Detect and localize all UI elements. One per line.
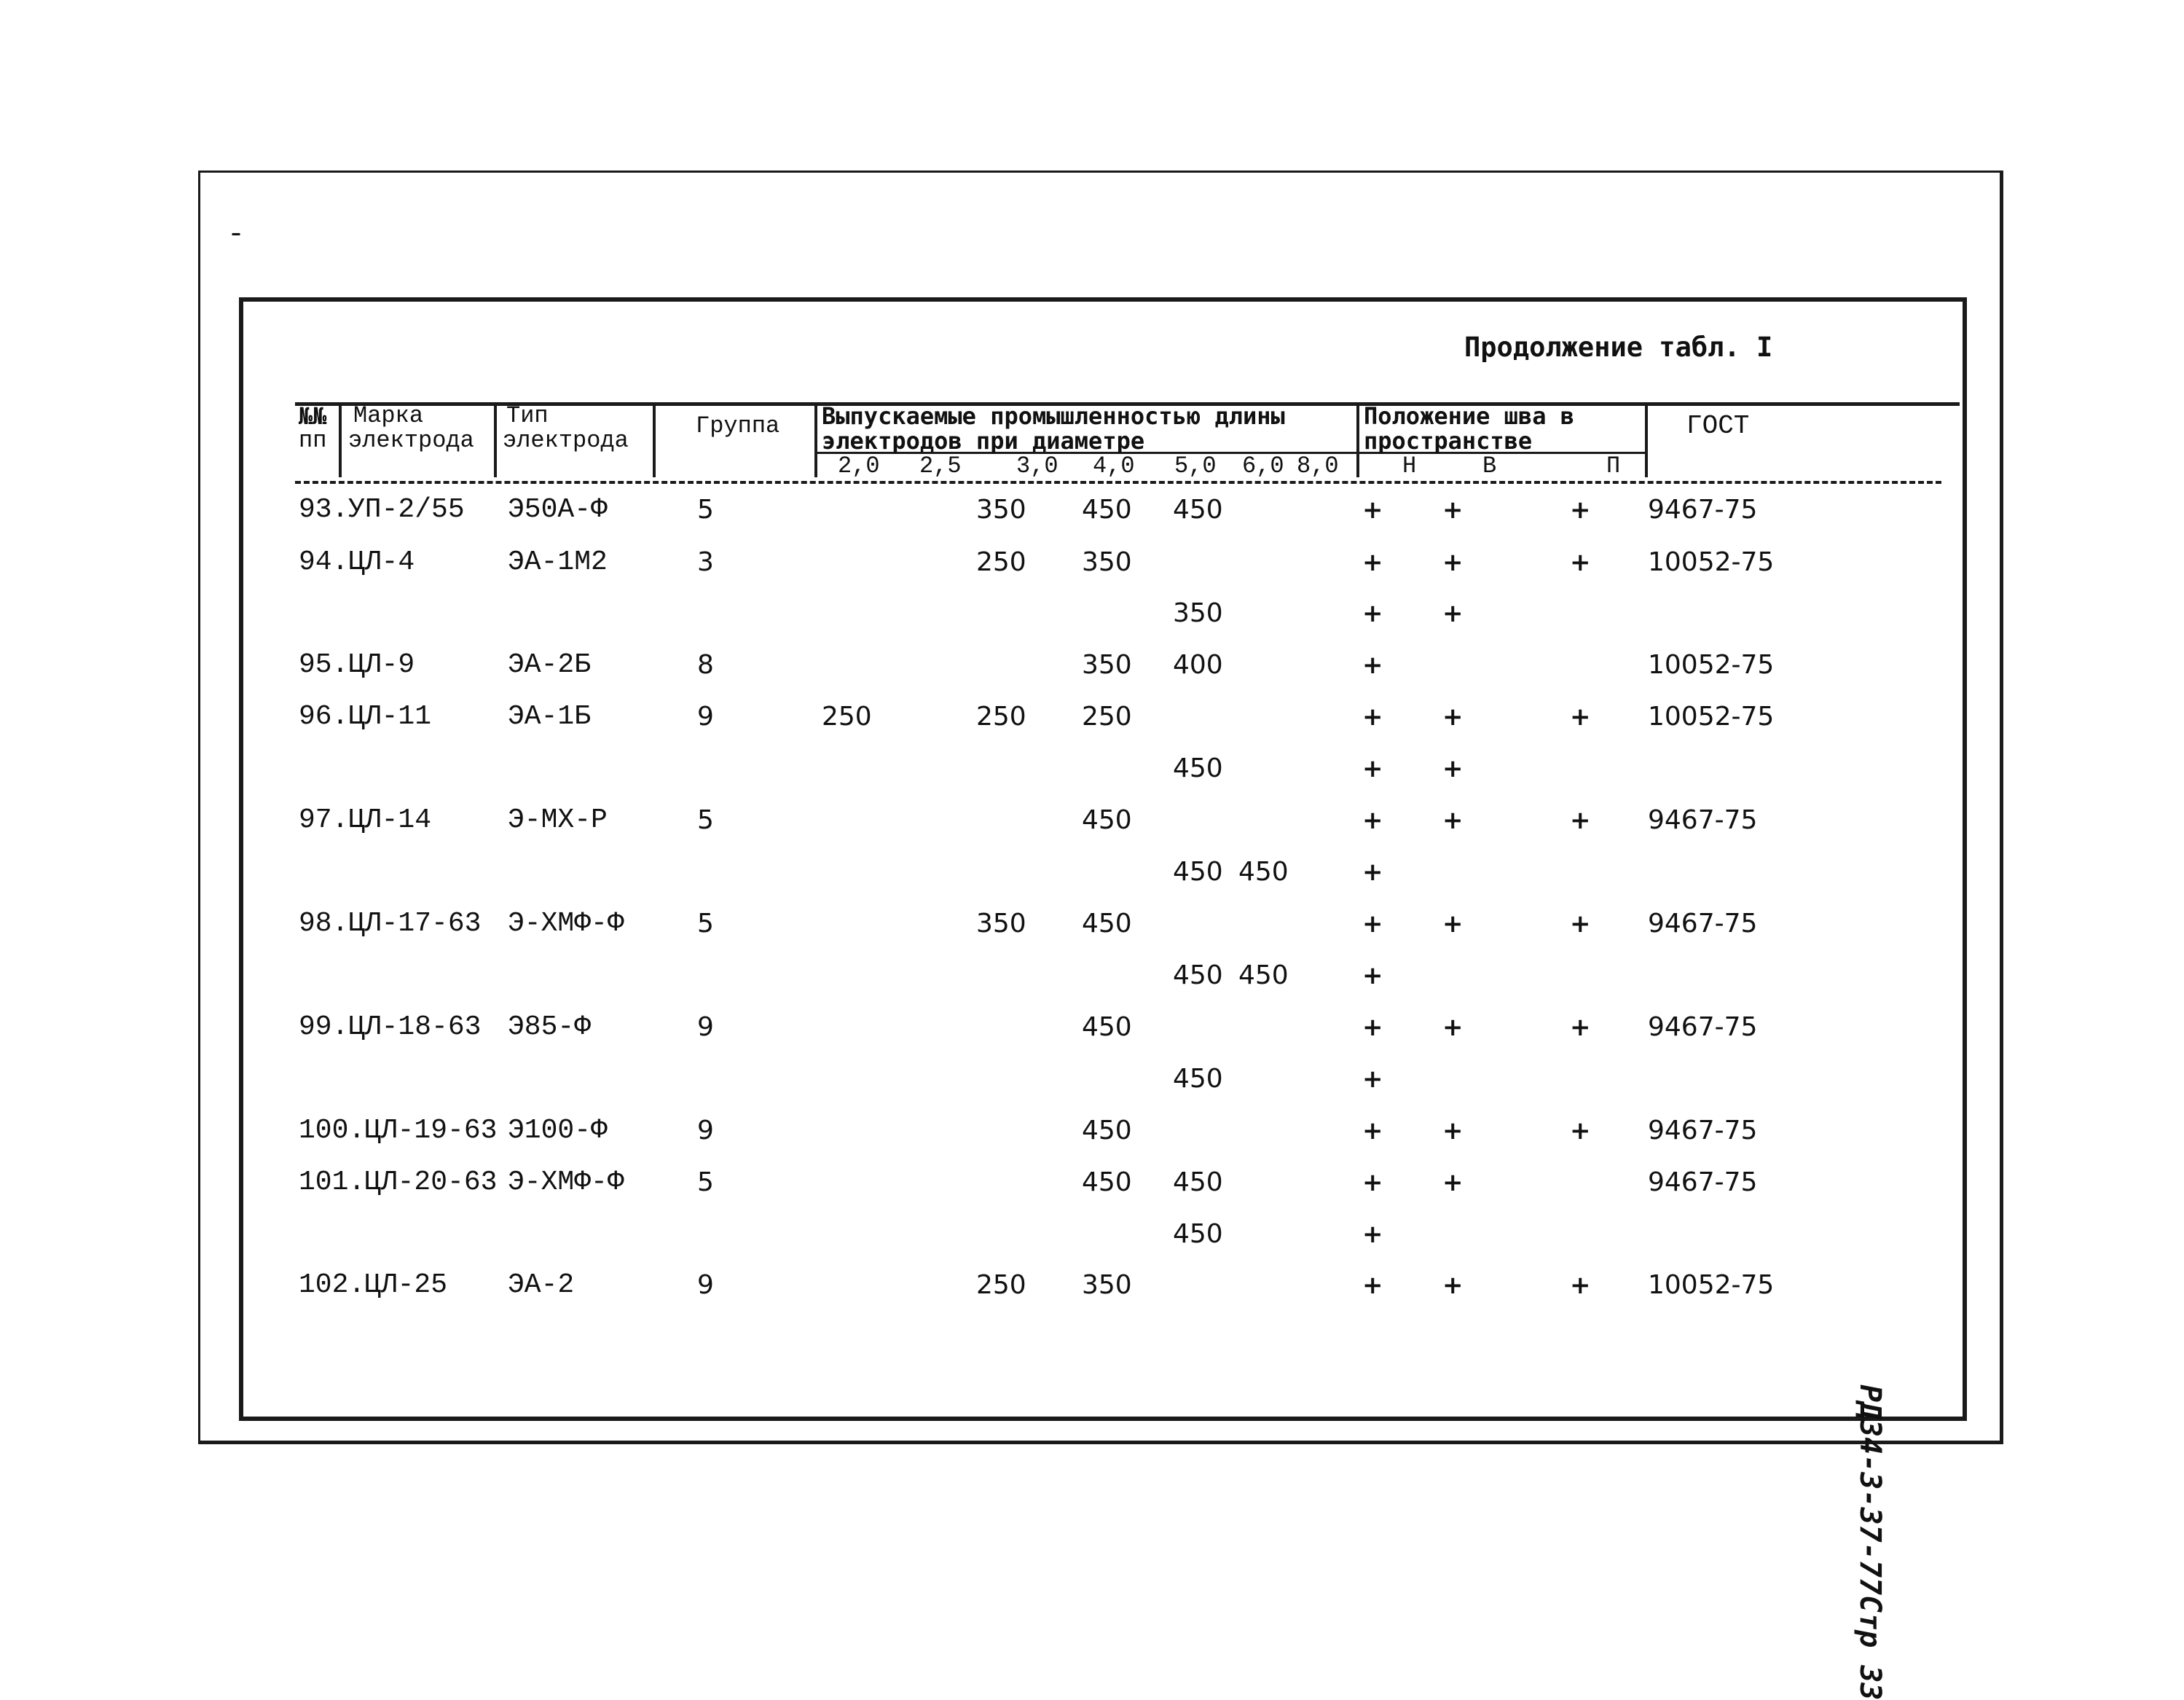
cell-p: + bbox=[1570, 495, 1591, 525]
header-diam-title: Выпускаемые промышленностью длины bbox=[822, 402, 1285, 430]
cell-no: 95. bbox=[299, 649, 349, 681]
header-no: №№ bbox=[299, 402, 327, 430]
cell-type: ЭА-1М2 bbox=[508, 547, 608, 578]
cell-mark: ЦЛ-19-63 bbox=[364, 1115, 498, 1146]
cell-n: + bbox=[1362, 599, 1383, 628]
cell-p: + bbox=[1570, 702, 1591, 732]
cell-v: + bbox=[1442, 1271, 1464, 1300]
cell-v: + bbox=[1442, 806, 1464, 835]
cell-type: ЭА-2Б bbox=[508, 649, 592, 681]
cell-d40: 350 bbox=[1173, 598, 1223, 628]
header-diam-title-2: электродов при диаметре bbox=[822, 427, 1145, 455]
cell-n: + bbox=[1362, 1065, 1383, 1094]
cell-n: + bbox=[1362, 548, 1383, 577]
cell-d25: 350 bbox=[976, 495, 1026, 525]
cell-mark: УП-2/55 bbox=[348, 494, 465, 525]
header-sep-3 bbox=[653, 404, 656, 477]
header-no-2: пп bbox=[299, 427, 327, 454]
header-group: Группа bbox=[696, 412, 780, 439]
cell-no: 100. bbox=[299, 1115, 366, 1146]
cell-type: ЭА-1Б bbox=[508, 701, 592, 732]
cell-d30: 350 bbox=[1082, 1270, 1132, 1300]
header-type: Тип bbox=[506, 402, 549, 429]
cell-type: Э-ХМФ-Ф bbox=[508, 908, 624, 939]
cell-d40: 450 bbox=[1173, 1219, 1223, 1249]
cell-v: + bbox=[1442, 754, 1464, 783]
header-sep-1 bbox=[339, 404, 342, 477]
cell-n: + bbox=[1362, 806, 1383, 835]
cell-gost: 9467-75 bbox=[1648, 1012, 1758, 1042]
cell-n: + bbox=[1362, 754, 1383, 783]
cell-p: + bbox=[1570, 548, 1591, 577]
cell-d25: 250 bbox=[976, 547, 1026, 577]
header-pos-title-2: пространстве bbox=[1364, 427, 1533, 455]
diam-4-0: 4,0 bbox=[1093, 453, 1135, 479]
cell-d25: 250 bbox=[976, 1270, 1026, 1300]
cell-p: + bbox=[1570, 1116, 1591, 1145]
cell-no: 97. bbox=[299, 804, 349, 836]
cell-no: 101. bbox=[299, 1167, 366, 1198]
cell-group: 9 bbox=[697, 1116, 714, 1145]
cell-type: Э50А-Ф bbox=[508, 494, 608, 525]
cell-gost: 10052-75 bbox=[1648, 1270, 1775, 1300]
cell-d25: 350 bbox=[976, 909, 1026, 939]
cell-no: 96. bbox=[299, 701, 349, 732]
cell-n: + bbox=[1362, 1220, 1383, 1249]
cell-v: + bbox=[1442, 548, 1464, 577]
cell-type: Э-ХМФ-Ф bbox=[508, 1167, 624, 1198]
header-type-2: электрода bbox=[503, 427, 629, 454]
diam-3-0: 3,0 bbox=[1016, 453, 1058, 479]
cell-n: + bbox=[1362, 1168, 1383, 1197]
cell-d30: 250 bbox=[1082, 702, 1132, 732]
cell-v: + bbox=[1442, 1013, 1464, 1042]
cell-d30: 450 bbox=[1082, 495, 1132, 525]
corner-mark: - bbox=[227, 219, 245, 251]
cell-d50: 450 bbox=[1238, 960, 1289, 990]
cell-mark: ЦЛ-9 bbox=[348, 649, 415, 681]
cell-gost: 9467-75 bbox=[1648, 909, 1758, 939]
cell-d20: 250 bbox=[822, 702, 872, 732]
cell-n: + bbox=[1362, 1116, 1383, 1145]
document-code: РД34-3-37-77Стр 33 bbox=[1853, 1384, 1887, 1700]
cell-mark: ЦЛ-18-63 bbox=[348, 1011, 482, 1043]
cell-v: + bbox=[1442, 495, 1464, 525]
cell-gost: 10052-75 bbox=[1648, 702, 1775, 732]
cell-p: + bbox=[1570, 1013, 1591, 1042]
cell-d40: 450 bbox=[1173, 857, 1223, 887]
cell-v: + bbox=[1442, 1168, 1464, 1197]
cell-type: ЭА-2 bbox=[508, 1269, 575, 1301]
cell-group: 5 bbox=[697, 805, 714, 835]
diam-6-0: 6,0 bbox=[1242, 453, 1284, 479]
cell-p: + bbox=[1570, 909, 1591, 939]
cell-group: 5 bbox=[697, 1167, 714, 1197]
header-bottom-dashed-rule bbox=[295, 481, 1941, 484]
cell-d30: 350 bbox=[1082, 650, 1132, 680]
diam-5-0: 5,0 bbox=[1174, 453, 1217, 479]
header-sep-4 bbox=[814, 404, 817, 477]
cell-no: 102. bbox=[299, 1269, 366, 1301]
continuation-caption: Продолжение табл. I bbox=[1464, 332, 1773, 363]
cell-d30: 350 bbox=[1082, 547, 1132, 577]
cell-type: Э-МХ-Р bbox=[508, 804, 608, 836]
header-mark-2: электрода bbox=[348, 427, 474, 454]
cell-n: + bbox=[1362, 858, 1383, 887]
diam-8-0: 8,0 bbox=[1297, 453, 1339, 479]
diam-2-0: 2,0 bbox=[838, 453, 880, 479]
cell-type: Э85-Ф bbox=[508, 1011, 592, 1043]
cell-no: 98. bbox=[299, 908, 349, 939]
cell-mark: ЦЛ-11 bbox=[348, 701, 432, 732]
diam-2-5: 2,5 bbox=[919, 453, 962, 479]
cell-gost: 9467-75 bbox=[1648, 1116, 1758, 1145]
cell-p: + bbox=[1570, 806, 1591, 835]
cell-mark: ЦЛ-17-63 bbox=[348, 908, 482, 939]
cell-v: + bbox=[1442, 1116, 1464, 1145]
cell-n: + bbox=[1362, 702, 1383, 732]
cell-n: + bbox=[1362, 495, 1383, 525]
cell-d40: 450 bbox=[1173, 753, 1223, 783]
cell-gost: 10052-75 bbox=[1648, 650, 1775, 680]
cell-no: 94. bbox=[299, 547, 349, 578]
header-mark: Марка bbox=[353, 402, 424, 429]
cell-mark: ЦЛ-25 bbox=[364, 1269, 448, 1301]
pos-n: Н bbox=[1402, 453, 1417, 479]
cell-n: + bbox=[1362, 961, 1383, 990]
cell-group: 9 bbox=[697, 702, 714, 732]
header-sep-6 bbox=[1645, 404, 1648, 477]
cell-p: + bbox=[1570, 1271, 1591, 1300]
cell-mark: ЦЛ-14 bbox=[348, 804, 432, 836]
cell-d50: 450 bbox=[1238, 857, 1289, 887]
cell-group: 5 bbox=[697, 909, 714, 939]
cell-n: + bbox=[1362, 651, 1383, 680]
cell-d40: 450 bbox=[1173, 1167, 1223, 1197]
cell-d30: 450 bbox=[1082, 1116, 1132, 1145]
cell-type: Э100-Ф bbox=[508, 1115, 608, 1146]
cell-group: 9 bbox=[697, 1270, 714, 1300]
header-gost: ГОСТ bbox=[1686, 411, 1750, 441]
pos-p: П bbox=[1606, 453, 1621, 479]
cell-group: 3 bbox=[697, 547, 714, 577]
cell-no: 99. bbox=[299, 1011, 349, 1043]
cell-n: + bbox=[1362, 1013, 1383, 1042]
cell-mark: ЦЛ-4 bbox=[348, 547, 415, 578]
cell-mark: ЦЛ-20-63 bbox=[364, 1167, 498, 1198]
header-sep-2 bbox=[494, 404, 497, 477]
cell-gost: 9467-75 bbox=[1648, 805, 1758, 835]
cell-group: 8 bbox=[697, 650, 714, 680]
pos-v: В bbox=[1482, 453, 1497, 479]
cell-d40: 450 bbox=[1173, 1064, 1223, 1094]
header-pos-title: Положение шва в bbox=[1364, 402, 1574, 430]
cell-v: + bbox=[1442, 702, 1464, 732]
cell-gost: 9467-75 bbox=[1648, 495, 1758, 525]
cell-d30: 450 bbox=[1082, 1012, 1132, 1042]
cell-gost: 10052-75 bbox=[1648, 547, 1775, 577]
cell-n: + bbox=[1362, 909, 1383, 939]
cell-no: 93. bbox=[299, 494, 349, 525]
cell-d30: 450 bbox=[1082, 1167, 1132, 1197]
cell-d25: 250 bbox=[976, 702, 1026, 732]
cell-n: + bbox=[1362, 1271, 1383, 1300]
cell-d40: 400 bbox=[1173, 650, 1223, 680]
cell-v: + bbox=[1442, 909, 1464, 939]
cell-d40: 450 bbox=[1173, 495, 1223, 525]
cell-gost: 9467-75 bbox=[1648, 1167, 1758, 1197]
cell-d30: 450 bbox=[1082, 805, 1132, 835]
cell-group: 5 bbox=[697, 495, 714, 525]
cell-group: 9 bbox=[697, 1012, 714, 1042]
header-sep-5 bbox=[1356, 404, 1359, 477]
cell-d40: 450 bbox=[1173, 960, 1223, 990]
cell-v: + bbox=[1442, 599, 1464, 628]
cell-d30: 450 bbox=[1082, 909, 1132, 939]
